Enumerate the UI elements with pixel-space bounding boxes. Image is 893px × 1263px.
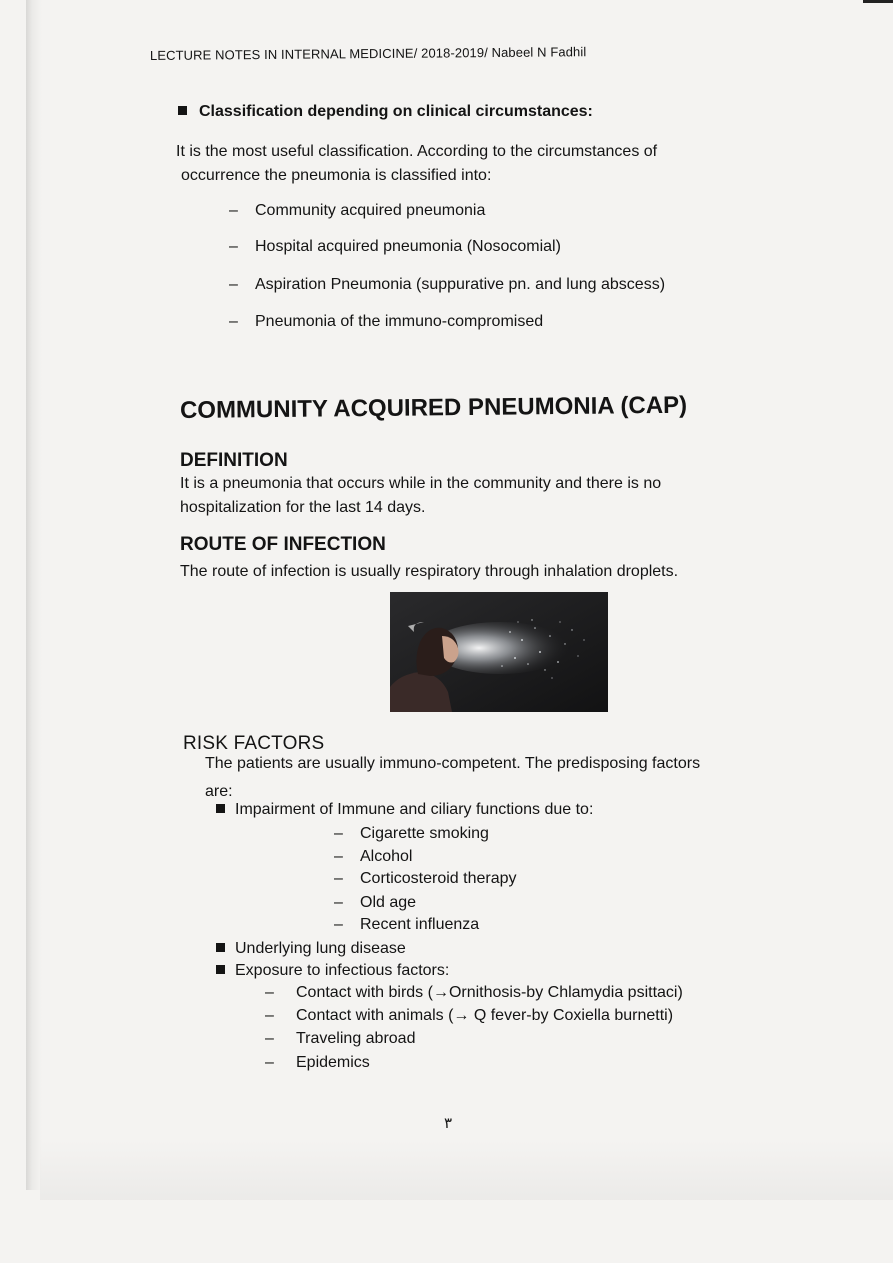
- definition-heading: DEFINITION: [180, 450, 288, 471]
- risk-factors-heading: RISK FACTORS: [183, 733, 325, 754]
- list-item-text: Recent influenza: [360, 916, 480, 933]
- exposure-item: [216, 962, 449, 980]
- list-item: [265, 984, 683, 1002]
- list-item: [265, 1030, 415, 1048]
- lung-disease-text: Underlying lung disease: [235, 940, 406, 957]
- running-header: LECTURE NOTES IN INTERNAL MEDICINE/ 2018-2019/ Nabeel N Fadhil: [149, 44, 587, 63]
- list-item: [334, 848, 412, 866]
- list-item-text: Contact with birds (→Ornithosis-by Chlamydia psittaci): [296, 984, 683, 1001]
- dash-bullet: –: [229, 202, 238, 219]
- definition-line-1: It is a pneumonia that occurs while in the community and there is no: [180, 475, 662, 492]
- square-bullet-icon: [216, 804, 225, 813]
- dash-bullet: –: [229, 313, 238, 330]
- dash-bullet: –: [334, 870, 343, 887]
- square-bullet-icon: [178, 106, 187, 115]
- list-item: [334, 870, 517, 888]
- dash-bullet: –: [265, 1007, 274, 1024]
- list-item-text: Hospital acquired pneumonia (Nosocomial): [255, 238, 561, 255]
- list-item-text: Alcohol: [360, 848, 413, 865]
- dash-bullet: –: [334, 825, 343, 842]
- section-title: COMMUNITY ACQUIRED PNEUMONIA (CAP): [179, 391, 688, 424]
- definition-line-2: hospitalization for the last 14 days.: [180, 499, 426, 516]
- dash-bullet: –: [334, 848, 343, 865]
- list-item: [265, 1054, 370, 1072]
- scan-edge-shadow: [26, 0, 42, 1190]
- scan-bottom-shade: [40, 1140, 893, 1200]
- impairment-label: Impairment of Immune and ciliary functions due to:: [235, 801, 594, 818]
- dash-bullet: –: [229, 276, 238, 293]
- list-item-text: Aspiration Pneumonia (suppurative pn. and lung abscess): [255, 276, 666, 293]
- list-item: [229, 238, 561, 256]
- list-item: [334, 916, 479, 934]
- route-heading: ROUTE OF INFECTION: [180, 534, 386, 555]
- list-item-text: Corticosteroid therapy: [360, 870, 517, 887]
- lung-disease-item: [216, 940, 406, 958]
- list-item-text: Old age: [360, 894, 417, 911]
- impairment-item: [216, 801, 593, 819]
- dash-bullet: –: [334, 894, 343, 911]
- scan-corner-mark: [863, 0, 893, 3]
- list-item: [229, 313, 543, 331]
- page-number: ٣: [444, 1115, 453, 1132]
- list-item-text: Cigarette smoking: [360, 825, 489, 842]
- list-item-text: Traveling abroad: [296, 1030, 416, 1047]
- sneeze-photo: [390, 592, 608, 712]
- list-item-text: Epidemics: [296, 1054, 370, 1071]
- square-bullet-icon: [216, 943, 225, 952]
- list-item-text: Pneumonia of the immuno-compromised: [255, 313, 544, 330]
- risk-intro-line-2: are:: [205, 783, 233, 800]
- classification-heading-text: Classification depending on clinical circumstances:: [199, 103, 593, 120]
- list-item: [334, 894, 416, 912]
- classification-intro-line-2: occurrence the pneumonia is classified into:: [181, 167, 492, 184]
- dash-bullet: –: [229, 238, 238, 255]
- dash-bullet: –: [265, 1054, 274, 1071]
- route-text: The route of infection is usually respiratory through inhalation droplets.: [180, 563, 679, 580]
- dash-bullet: –: [334, 916, 343, 933]
- risk-intro-line-1: The patients are usually immuno-competent. The predisposing factors: [205, 755, 701, 772]
- exposure-label: Exposure to infectious factors:: [235, 962, 450, 979]
- square-bullet-icon: [216, 965, 225, 974]
- classification-heading: [178, 103, 593, 121]
- dash-bullet: –: [265, 1030, 274, 1047]
- list-item-text: Contact with animals (→ Q fever-by Coxiella burnetti): [296, 1007, 674, 1024]
- dash-bullet: –: [265, 984, 274, 1001]
- list-item: [265, 1007, 673, 1025]
- list-item: [229, 202, 485, 220]
- list-item-text: Community acquired pneumonia: [255, 202, 486, 219]
- list-item: [334, 825, 489, 843]
- list-item: [229, 276, 665, 294]
- classification-intro-line-1: It is the most useful classification. According to the circumstances of: [176, 143, 658, 160]
- sneeze-illustration: [390, 592, 608, 712]
